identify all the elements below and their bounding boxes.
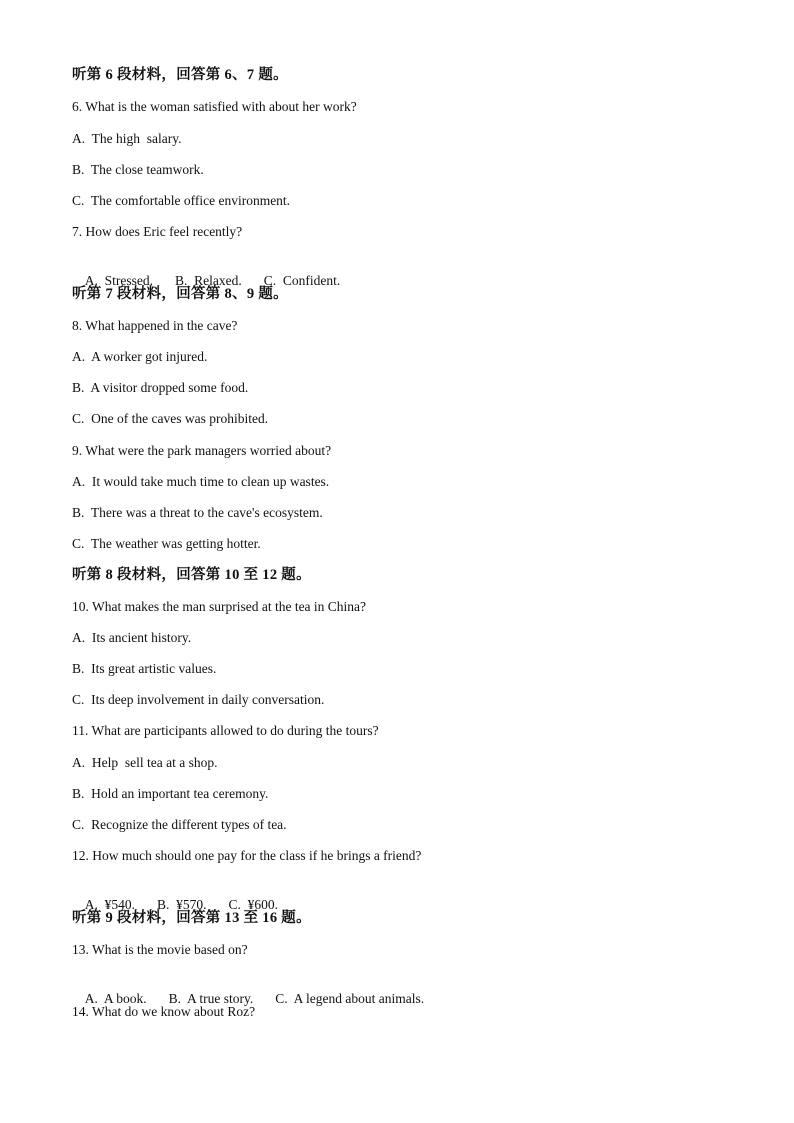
question-11: 11. What are participants allowed to do during the tours? bbox=[72, 723, 379, 738]
option-12c: C. ¥600. bbox=[228, 897, 279, 912]
option-11c: C. Recognize the different types of tea. bbox=[72, 817, 287, 832]
question-8: 8. What happened in the cave? bbox=[72, 318, 238, 333]
option-12a: A. ¥540. bbox=[84, 897, 136, 912]
question-7: 7. How does Eric feel recently? bbox=[72, 224, 243, 239]
section-heading: 听第 7 段材料，回答第 8、9 题。 bbox=[72, 286, 288, 302]
option-13c: C. A legend about animals. bbox=[275, 991, 425, 1006]
option-9c: C. The weather was getting hotter. bbox=[72, 536, 261, 551]
option-13a: A. A book. bbox=[84, 991, 147, 1006]
option-12b: B. ¥570. bbox=[157, 897, 207, 912]
question-9: 9. What were the park managers worried about? bbox=[72, 443, 332, 458]
question-10: 10. What makes the man surprised at the tea in China? bbox=[72, 599, 367, 614]
option-6c: C. The comfortable office environment. bbox=[72, 193, 291, 208]
option-7b: B. Relaxed. bbox=[175, 273, 242, 288]
option-7a: A. Stressed. bbox=[84, 273, 154, 288]
section-heading: 听第 6 段材料，回答第 6、7 题。 bbox=[72, 67, 288, 83]
option-11a: A. Help sell tea at a shop. bbox=[72, 755, 218, 770]
section-heading: 听第 8 段材料，回答第 10 至 12 题。 bbox=[72, 567, 311, 583]
option-11b: B. Hold an important tea ceremony. bbox=[72, 786, 269, 801]
option-13b: B. A true story. bbox=[168, 991, 254, 1006]
question-14: 14. What do we know about Roz? bbox=[72, 1004, 256, 1019]
option-10c: C. Its deep involvement in daily conversation. bbox=[72, 692, 325, 707]
question-12: 12. How much should one pay for the class if he brings a friend? bbox=[72, 848, 422, 863]
option-10b: B. Its great artistic values. bbox=[72, 661, 217, 676]
question-6: 6. What is the woman satisfied with about her work? bbox=[72, 99, 357, 114]
option-9b: B. There was a threat to the cave's ecosystem. bbox=[72, 505, 323, 520]
question-13: 13. What is the movie based on? bbox=[72, 942, 248, 957]
option-8b: B. A visitor dropped some food. bbox=[72, 380, 249, 395]
option-6b: B. The close teamwork. bbox=[72, 162, 204, 177]
option-8a: A. A worker got injured. bbox=[72, 349, 208, 364]
option-7c: C. Confident. bbox=[263, 273, 341, 288]
section-heading: 听第 9 段材料，回答第 13 至 16 题。 bbox=[72, 910, 311, 926]
option-8c: C. One of the caves was prohibited. bbox=[72, 411, 269, 426]
option-6a: A. The high salary. bbox=[72, 131, 182, 146]
option-10a: A. Its ancient history. bbox=[72, 630, 192, 645]
option-9a: A. It would take much time to clean up wastes. bbox=[72, 474, 330, 489]
